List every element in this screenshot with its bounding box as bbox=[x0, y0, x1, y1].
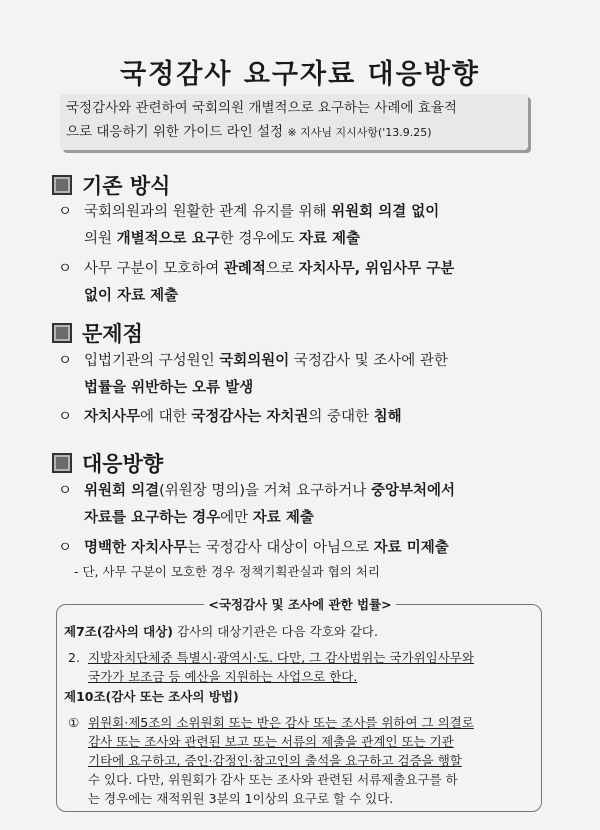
existing-item-1: ㅇ 국회의원과의 원활한 관계 유지를 위해 위원회 의결 없이 의원 개별적으로 요구한 경우에도 자료 제출 bbox=[58, 199, 548, 253]
directive-note: ※ 지사님 지시사항('13.9.25) bbox=[287, 126, 432, 139]
response-item-2: ㅇ 명백한 자치사무는 국정감사 대상이 아님으로 자료 미제출 bbox=[58, 535, 548, 562]
article-7: 제7조(감사의 대상) 감사의 대상기관은 다음 각호와 같다. bbox=[64, 624, 378, 639]
section-heading-existing: 기존 방식 bbox=[52, 170, 170, 200]
section-heading-response: 대응방향 bbox=[52, 448, 163, 478]
article-10-item-1-text: 위원회·제5조의 소위원회 또는 반은 감사 또는 조사를 위하여 그 의결로 감사 또는 조사와 관련된 보고 또는 서류의 제출을 관계인 또는 기관 기타에 요구하고, 증인·감정인·참고인의 출석을 요구하고 검증을 행할 수 있다. 다만, 위원회가 감사 또는 조사와 관련된 서류제출요구를 하 는 경우에는 재적위원 3분의 1이상의 요구로 할 수 있다. bbox=[88, 715, 474, 806]
circle-bullet-icon: ㅇ bbox=[58, 540, 73, 556]
page-title: 국정감사 요구자료 대응방향 bbox=[120, 59, 480, 90]
article-10-item-1: ① bbox=[68, 715, 80, 730]
square-bullet-icon bbox=[52, 323, 72, 343]
response-item-1: ㅇ 위원회 의결(위원장 명의)을 거쳐 요구하거나 중앙부처에서 자료를 요구하는 경우에만 자료 제출 bbox=[58, 478, 548, 532]
summary-line-2: 으로 대응하기 위한 가이드 라인 설정 ※ 지사님 지시사항('13.9.25) bbox=[66, 124, 432, 140]
problem-item-2: ㅇ 자치사무에 대한 국정감사는 자치권의 중대한 침해 bbox=[58, 404, 548, 431]
section-heading-problem: 문제점 bbox=[52, 318, 143, 348]
summary-box bbox=[60, 94, 528, 150]
article-7-item-2: 2. bbox=[68, 650, 80, 665]
circle-bullet-icon: ㅇ bbox=[58, 204, 73, 220]
article-10: 제10조(감사 또는 조사의 방법) bbox=[64, 689, 239, 704]
circle-bullet-icon: ㅇ bbox=[58, 483, 73, 499]
square-bullet-icon bbox=[52, 453, 72, 473]
problem-item-1: ㅇ 입법기관의 구성원인 국회의원이 국정감사 및 조사에 관한 법률을 위반하는 오류 발생 bbox=[58, 348, 548, 402]
article-7-item-2-text: 지방자치단체중 특별시·광역시·도. 다만, 그 감사범위는 국가위임사무와 국가가 보조금 등 예산을 지원하는 사업으로 한다. bbox=[88, 650, 474, 684]
circle-bullet-icon: ㅇ bbox=[58, 353, 73, 369]
law-title: <국정감사 및 조사에 관한 법률> bbox=[0, 594, 600, 613]
existing-item-2: ㅇ 사무 구분이 모호하여 관례적으로 자치사무, 위임사무 구분 없이 자료 제출 bbox=[58, 256, 548, 310]
summary-line-1: 국정감사와 관련하여 국회의원 개별적으로 요구하는 사례에 효율적 bbox=[66, 100, 457, 116]
square-bullet-icon bbox=[52, 175, 72, 195]
circle-bullet-icon: ㅇ bbox=[58, 409, 73, 425]
response-subnote: - 단, 사무 구분이 모호한 경우 정책기획관실과 협의 처리 bbox=[74, 564, 380, 579]
circle-bullet-icon: ㅇ bbox=[58, 261, 73, 277]
